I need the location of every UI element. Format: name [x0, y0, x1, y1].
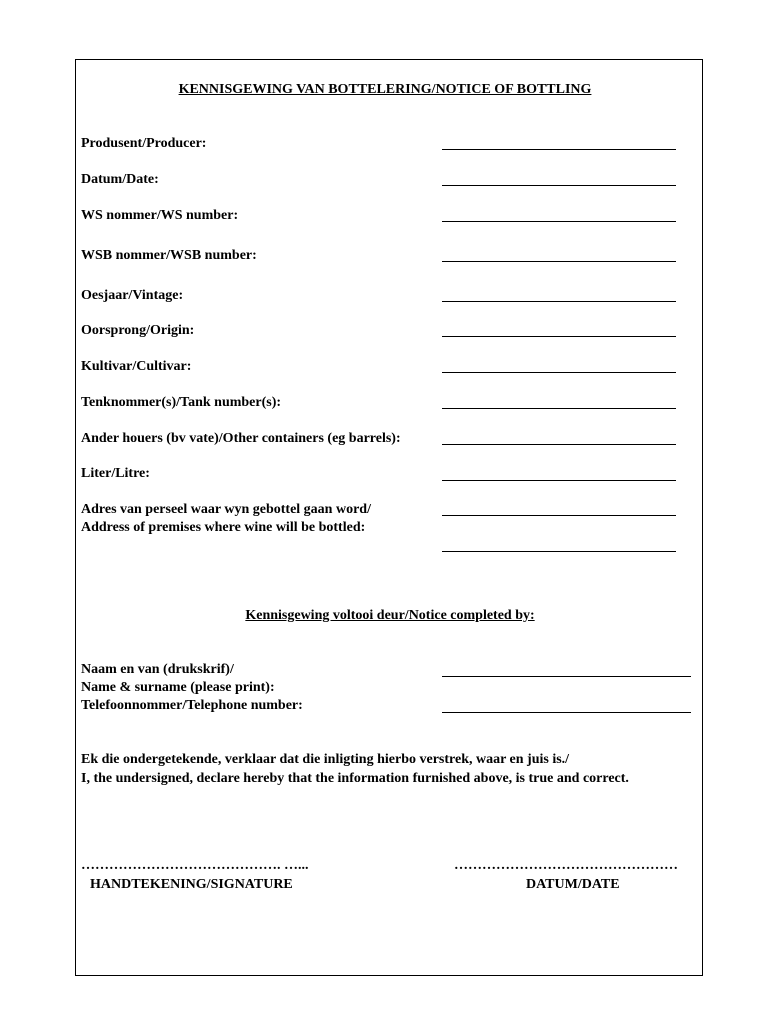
- address-field-line2[interactable]: [442, 551, 676, 552]
- signature-dotted-line[interactable]: ……………………………………. …...: [81, 858, 309, 873]
- name-label-line1: Naam en van (drukskrif)/: [81, 662, 234, 677]
- vintage-label: Oesjaar/Vintage:: [81, 288, 184, 303]
- producer-label: Produsent/Producer:: [81, 136, 207, 151]
- tank-number-label: Tenknommer(s)/Tank number(s):: [81, 395, 282, 410]
- address-label-line1: Adres van perseel waar wyn gebottel gaan word/: [81, 502, 371, 517]
- completed-by-heading: Kennisgewing voltooi deur/Notice completed by:: [245, 608, 535, 623]
- declaration: [81, 750, 629, 788]
- cultivar-label: Kultivar/Cultivar:: [81, 359, 192, 374]
- date-dotted-line[interactable]: …………………………………………: [454, 858, 678, 873]
- cultivar-field[interactable]: [442, 372, 676, 373]
- litre-field[interactable]: [442, 480, 676, 481]
- ws-number-label: WS nommer/WS number:: [81, 208, 239, 223]
- origin-label: Oorsprong/Origin:: [81, 323, 195, 338]
- date-field[interactable]: [442, 185, 676, 186]
- other-containers-label: Ander houers (bv vate)/Other containers (eg barrels):: [81, 431, 401, 446]
- declaration-line2: I, the undersigned, declare hereby that the information furnished above, is true and correct.: [81, 771, 629, 786]
- tank-number-field[interactable]: [442, 408, 676, 409]
- telephone-field[interactable]: [442, 712, 691, 713]
- name-label-line2: Name & surname (please print):: [81, 680, 275, 695]
- date-signature-label: DATUM/DATE: [526, 877, 620, 892]
- form-title: KENNISGEWING VAN BOTTELERING/NOTICE OF BOTTLING: [178, 82, 592, 97]
- wsb-number-field[interactable]: [442, 261, 676, 262]
- producer-field[interactable]: [442, 149, 676, 150]
- date-label: Datum/Date:: [81, 172, 159, 187]
- origin-field[interactable]: [442, 336, 676, 337]
- ws-number-field[interactable]: [442, 221, 676, 222]
- declaration-line1: Ek die ondergetekende, verklaar dat die inligting hierbo verstrek, waar en juis is./: [81, 752, 570, 767]
- wsb-number-label: WSB nommer/WSB number:: [81, 248, 257, 263]
- address-field-line1[interactable]: [442, 515, 676, 516]
- name-field[interactable]: [442, 676, 691, 677]
- telephone-label: Telefoonnommer/Telephone number:: [81, 698, 303, 713]
- other-containers-field[interactable]: [442, 444, 676, 445]
- signature-label: HANDTEKENING/SIGNATURE: [90, 877, 293, 892]
- address-label-line2: Address of premises where wine will be bottled:: [81, 520, 366, 535]
- vintage-field[interactable]: [442, 301, 676, 302]
- litre-label: Liter/Litre:: [81, 466, 150, 481]
